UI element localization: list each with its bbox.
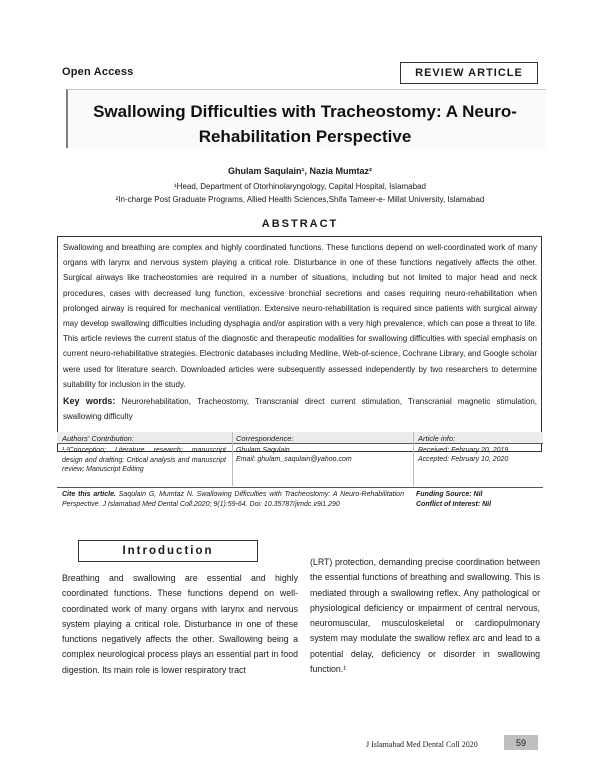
citation xyxy=(62,490,404,510)
title-line-1: Swallowing Difficulties with Tracheostomy: A Neuro- xyxy=(93,102,517,121)
citation-rule xyxy=(57,487,543,488)
received-date: Received: February 20, 2019 xyxy=(418,447,509,454)
introduction-column-2: (LRT) protection, demanding precise coordination between the essential functions of breathing and swallowing. This is mediated through a swallowing reflex. Any pathological or physiological deficiency or impairment of central nervous, neuromuscular, musculoskeletal or cardiopulmonary system may modulate the swallow reflex arc and lead to a potential delay, deficiency or disorder in swallowing function.¹ xyxy=(310,557,540,675)
info-divider-1 xyxy=(232,432,233,486)
affiliation-1: ¹Head, Department of Otorhinolaryngology, Capital Hospital, Islamabad xyxy=(174,182,426,191)
citation-label: Cite this article. xyxy=(62,491,116,498)
correspondence-heading: Correspondence: xyxy=(236,434,294,443)
author-names: Ghulam Saqulain¹, Nazia Mumtaz² xyxy=(227,166,373,176)
page-number: 59 xyxy=(504,735,538,750)
correspondence-name: Ghulam Saqulain xyxy=(236,447,290,454)
keywords xyxy=(63,394,537,424)
citation-text: Saqulain G, Mumtaz N. Swallowing Difficulties with Tracheostomy: A Neuro-Rehabilitation Perspective. J Islamabad Med Dental Coll.2020; 9(1):59-64. Doi: 10.35787/jimdc.v9i1.290 xyxy=(62,491,404,508)
article-title xyxy=(70,99,540,149)
conflict-of-interest: Conflict of Interest: Nil xyxy=(416,501,492,508)
contribution-heading: Authors' Contribution: xyxy=(62,434,134,443)
abstract-text: Swallowing and breathing are complex and highly coordinated functions. These functions depend on well-coordinated work of many organs with larynx and nervous system playing a critical role. Disturbance in one of these functions negatively affects the other. Surgical airways like tracheostomies are required in a number of situations, including but not limited to major head and neck procedures, cases with decreased lung function, excessive bronchial secretions and cases requiring neuro-rehabilitation when prolonged airway is required for mechanical ventilation. Extensive neuro-rehabilitation is required since patients with surgical airway may develop swallowing difficulties including dysphagia and/or aspiration with a very high prevalence, which can pose a threat to life. This article reviews the current status of the diagnostic and therapeutic modalities for swallowing difficulties with special emphasis on current neuro-rehabilitative strategies. Electronic databases including Medline, Web-of-science, Cochrane Library, and Google scholar were used for literature search. Downloaded articles were subsequently assessed independently by two researchers to determine suitability for inclusion in the study. xyxy=(63,243,537,389)
article-info-heading: Article info: xyxy=(418,434,456,443)
info-divider-2 xyxy=(413,432,414,486)
keywords-label: Key words: xyxy=(63,396,116,406)
keywords-list: Neurorehabilitation, Tracheostomy, Transcranial direct current stimulation, Transcranial magnetic stimulation, swallowing difficulty xyxy=(63,397,537,421)
introduction-heading: Introduction xyxy=(78,540,258,562)
introduction-column-1: Breathing and swallowing are essential and highly coordinated functions. These functions depend on well-coordinated work of many organs with larynx and nervous system playing a critical role. Disturbance in one of these functions negatively affects the other. Swallowing being a complex neurological process plays an essential part in food digestion. Its main role is lower respiratory tract xyxy=(62,573,298,675)
funding-source: Funding Source: Nil xyxy=(416,491,483,498)
affiliation-2: ²In-charge Post Graduate Programs, Allied Health Sciences,Shifa Tameer-e- Millat University, Islamabad xyxy=(115,195,485,204)
info-top-rule xyxy=(57,443,543,444)
accepted-date: Accepted: February 10, 2020 xyxy=(418,456,509,463)
journal-footer: J Islamabad Med Dental Coll 2020 xyxy=(366,740,478,749)
contribution-text: ¹,²Conception; Literature research; manuscript design and drafting; Critical analysis and manuscript review; Manuscript Editing xyxy=(62,447,226,473)
open-access-label: Open Access xyxy=(62,66,134,78)
article-type-badge: REVIEW ARTICLE xyxy=(400,62,538,84)
abstract-heading: ABSTRACT xyxy=(261,218,339,230)
title-line-2: Rehabilitation Perspective xyxy=(198,127,412,146)
correspondence-email: Email: ghulam_saqulain@yahoo.com xyxy=(236,456,352,463)
funding-block xyxy=(416,490,546,510)
